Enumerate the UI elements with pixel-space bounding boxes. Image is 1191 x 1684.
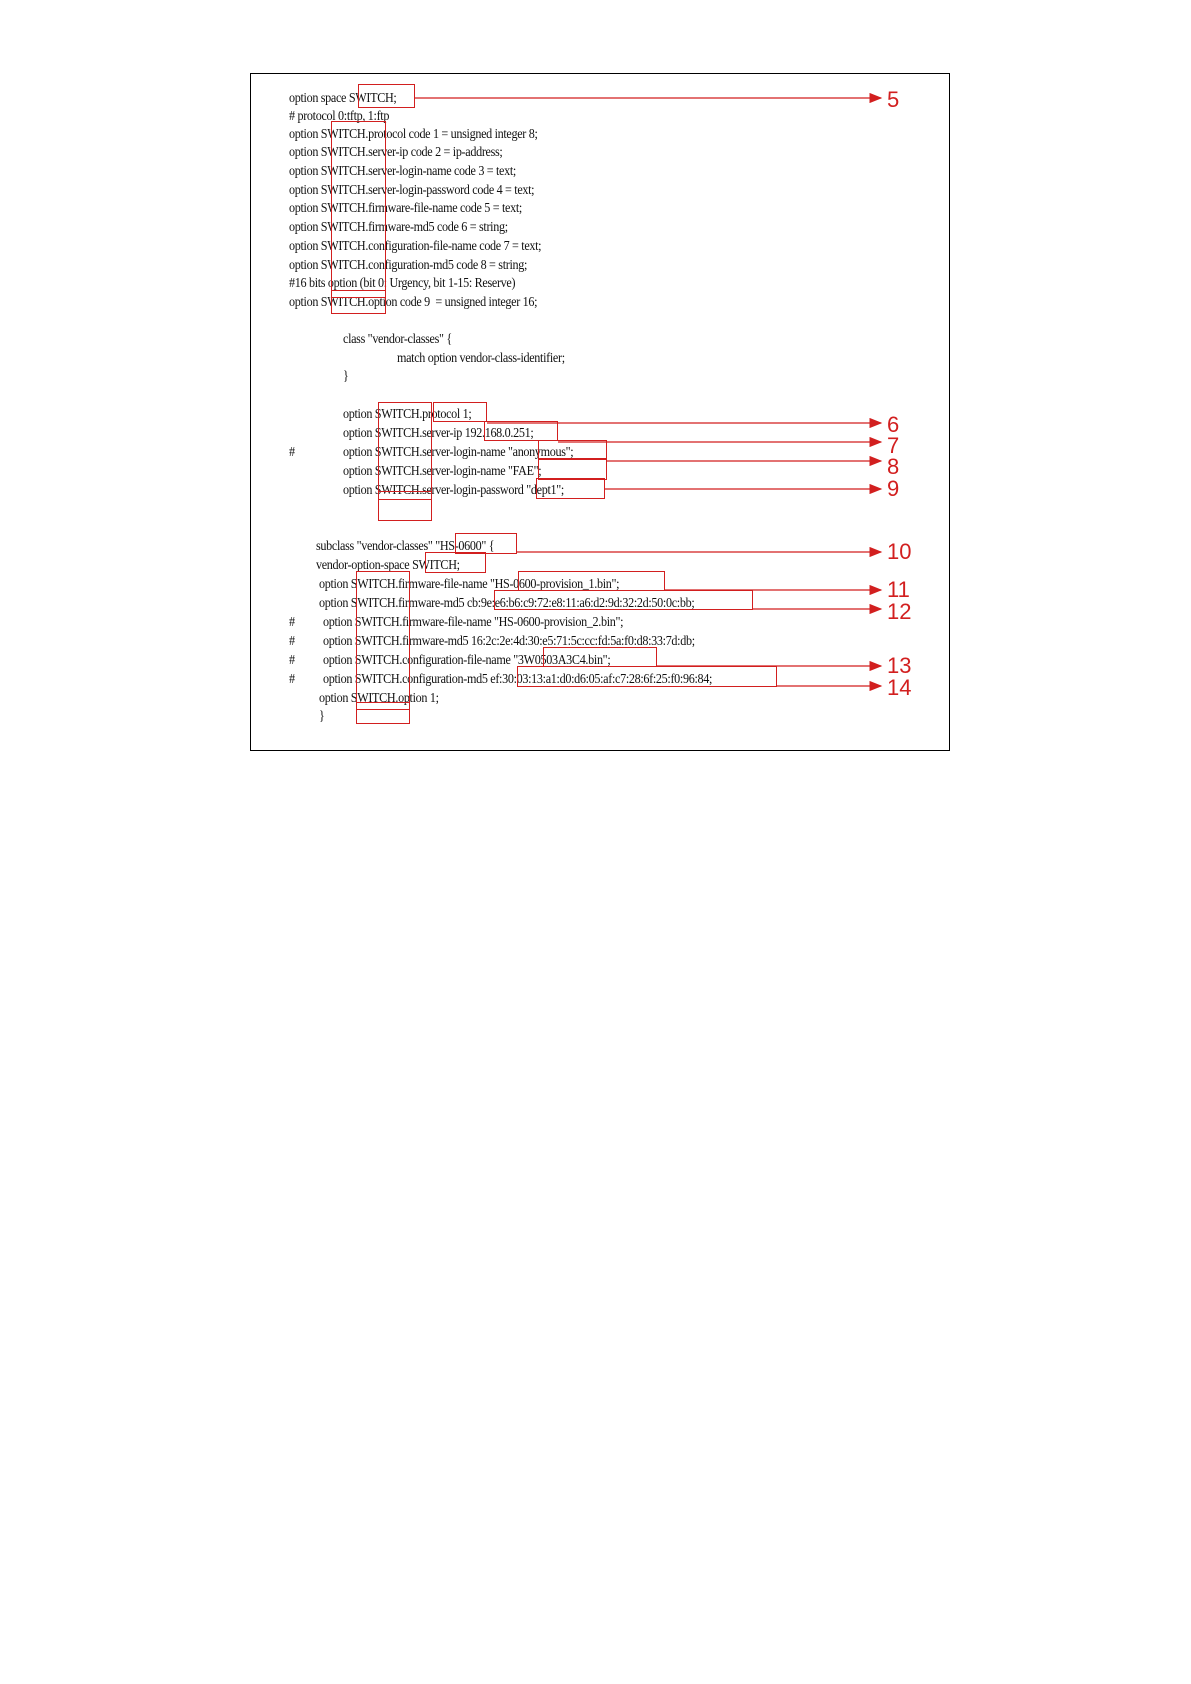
config-line: option SWITCH.protocol code 1 = unsigned integer 8; <box>289 126 538 141</box>
config-line: match option vendor-class-identifier; <box>397 350 565 365</box>
config-line: option SWITCH.server-login-name "anonymous"; <box>343 444 574 459</box>
config-line: option SWITCH.firmware-file-name "HS-0600-provision_2.bin"; <box>323 614 624 629</box>
config-line: class "vendor-classes" { <box>343 331 452 346</box>
config-line: option SWITCH.firmware-md5 cb:9e:e6:b6:c9:72:e8:11:a6:d2:9d:32:2d:50:0c:bb; <box>319 595 695 610</box>
callout-13: 13 <box>887 653 912 678</box>
config-line: option SWITCH.server-ip code 2 = ip-address; <box>289 144 503 159</box>
config-line: option SWITCH.server-login-password code 4 = text; <box>289 182 535 197</box>
config-line: option SWITCH.configuration-file-name code 7 = text; <box>289 238 542 253</box>
config-line: #16 bits option (bit 0: Urgency, bit 1-15: Reserve) <box>289 275 516 290</box>
config-line: option SWITCH.server-login-name "FAE"; <box>343 463 542 478</box>
callout-10: 10 <box>887 539 912 564</box>
config-line: option SWITCH.configuration-md5 ef:30:03:13:a1:d0:d6:05:af:c7:28:6f:25:f0:96:84; <box>323 671 713 686</box>
callout-14: 14 <box>887 675 912 700</box>
callout-9: 9 <box>887 476 900 501</box>
comment-marker: # <box>289 633 295 648</box>
callout-5: 5 <box>887 87 900 112</box>
config-line: option SWITCH.option 1; <box>319 690 439 705</box>
callout-6: 6 <box>887 412 900 437</box>
config-line: option SWITCH.protocol 1; <box>343 406 472 421</box>
callout-12: 12 <box>887 599 912 624</box>
config-line: option SWITCH.configuration-md5 code 8 = string; <box>289 257 528 272</box>
comment-marker: # <box>289 444 295 459</box>
config-line: option SWITCH.firmware-md5 16:2c:2e:4d:30:e5:71:5c:cc:fd:5a:f0:d8:33:7d:db; <box>323 633 695 648</box>
config-line: option SWITCH.firmware-md5 code 6 = string; <box>289 219 508 234</box>
config-line: vendor-option-space SWITCH; <box>316 557 460 572</box>
config-line: option SWITCH.configuration-file-name "3W0503A3C4.bin"; <box>323 652 611 667</box>
config-line: option SWITCH.server-login-password "dept1"; <box>343 482 564 497</box>
callout-7: 7 <box>887 433 900 458</box>
callout-arrows <box>251 74 951 752</box>
config-line: } <box>343 368 349 383</box>
config-line: # protocol 0:tftp, 1:ftp <box>289 108 390 123</box>
config-line: option SWITCH.option code 9 = unsigned integer 16; <box>289 294 538 309</box>
config-line: option SWITCH.firmware-file-name code 5 = text; <box>289 200 522 215</box>
callout-11: 11 <box>887 577 910 602</box>
config-line: option space SWITCH; <box>289 90 397 105</box>
callout-8: 8 <box>887 454 900 479</box>
comment-marker: # <box>289 614 295 629</box>
config-line: option SWITCH.firmware-file-name "HS-0600-provision_1.bin"; <box>319 576 620 591</box>
config-figure <box>250 73 950 751</box>
config-line: subclass "vendor-classes" "HS-0600" { <box>316 538 495 553</box>
comment-marker: # <box>289 671 295 686</box>
config-line: option SWITCH.server-ip 192.168.0.251; <box>343 425 534 440</box>
config-line: option SWITCH.server-login-name code 3 = text; <box>289 163 516 178</box>
comment-marker: # <box>289 652 295 667</box>
config-line: } <box>319 708 325 723</box>
